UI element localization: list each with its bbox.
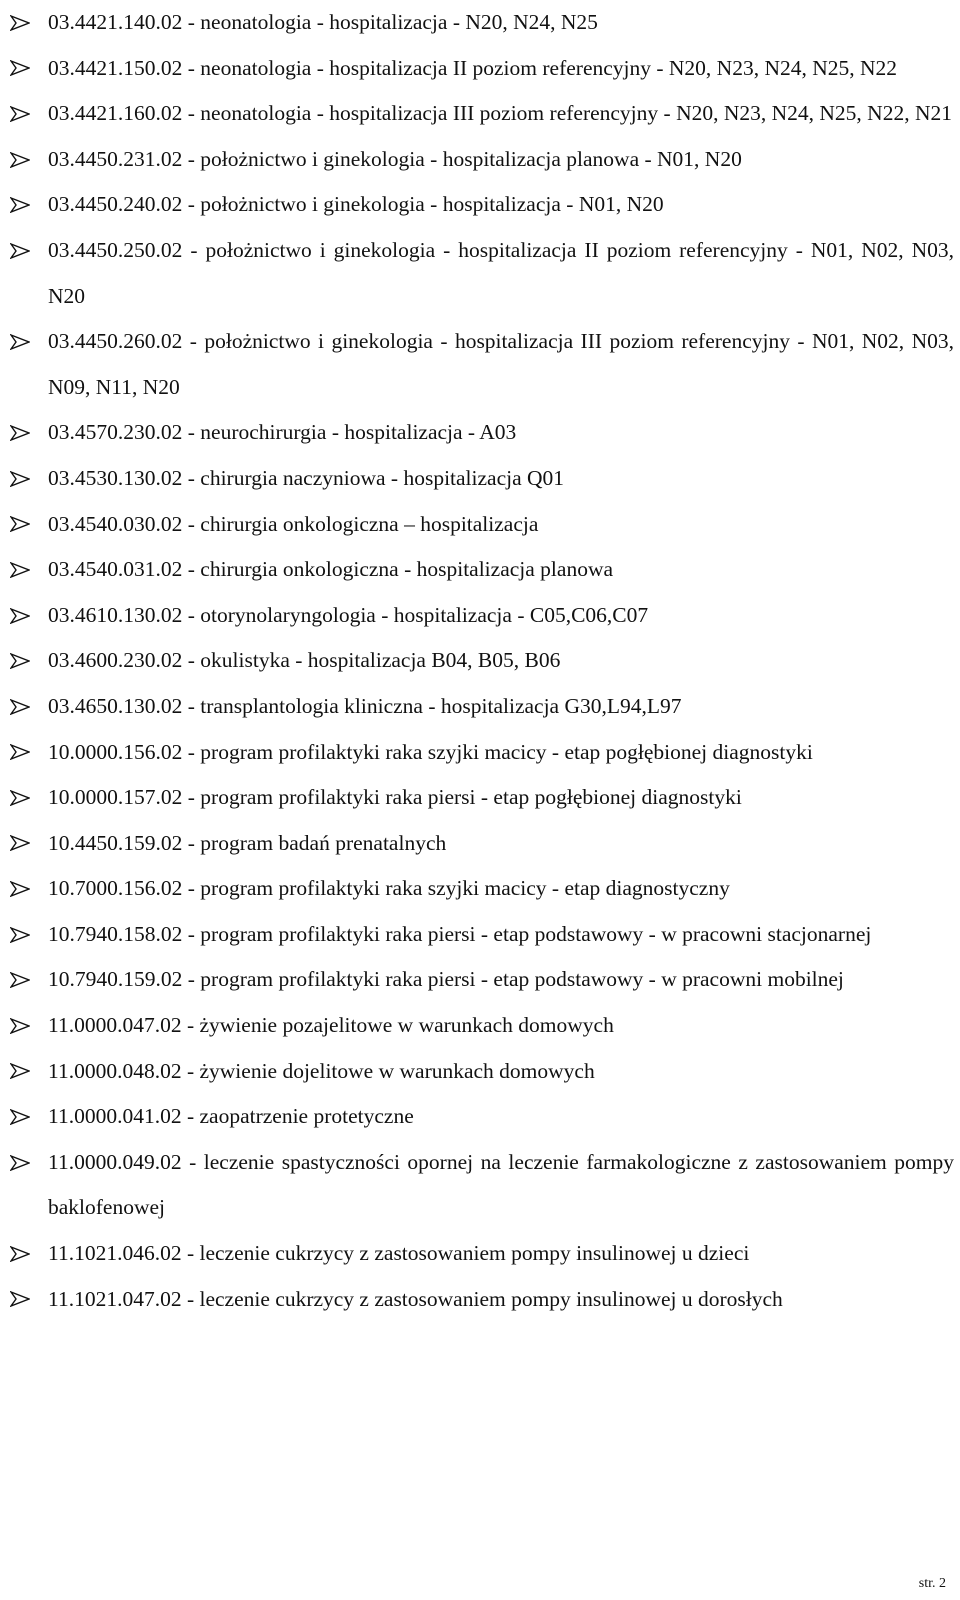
list-item: [10, 456, 954, 502]
list-item: [10, 91, 954, 137]
arrowhead-bullet-icon: [10, 456, 34, 502]
list-item-text: 03.4540.030.02 - chirurgia onkologiczna – hospitalizacja: [48, 511, 539, 536]
list-item: [10, 319, 954, 410]
list-item: [10, 0, 954, 46]
arrowhead-bullet-icon: [10, 1049, 34, 1095]
arrowhead-bullet-icon: [10, 319, 34, 365]
arrowhead-bullet-icon: [10, 410, 34, 456]
arrowhead-bullet-icon: [10, 46, 34, 92]
list-item-text: 10.7940.158.02 - program profilaktyki raka piersi - etap podstawowy - w pracowni stacjonarnej: [48, 921, 872, 946]
list-item: [10, 1094, 954, 1140]
list-item: [10, 228, 954, 319]
list-item-text: 10.4450.159.02 - program badań prenatalnych: [48, 830, 447, 855]
list-item: [10, 137, 954, 183]
list-item-text: 10.0000.156.02 - program profilaktyki raka szyjki macicy - etap pogłębionej diagnostyki: [48, 739, 813, 764]
list-item: [10, 410, 954, 456]
list-item-text: 03.4450.260.02 - położnictwo i ginekologia - hospitalizacja III poziom referencyjny - N01, N02, N03, N09, N11, N20: [48, 329, 954, 399]
arrowhead-bullet-icon: [10, 775, 34, 821]
list-item-text: 03.4421.150.02 - neonatologia - hospitalizacja II poziom referencyjny - N20, N23, N24, N25, N22: [48, 55, 898, 80]
arrowhead-bullet-icon: [10, 1094, 34, 1140]
list-item-text: 03.4540.031.02 - chirurgia onkologiczna - hospitalizacja planowa: [48, 557, 614, 582]
list-item-text: 10.7000.156.02 - program profilaktyki raka szyjki macicy - etap diagnostyczny: [48, 876, 730, 901]
list-item: [10, 1140, 954, 1231]
list-item-text: 10.0000.157.02 - program profilaktyki raka piersi - etap pogłębionej diagnostyki: [48, 785, 742, 810]
arrowhead-bullet-icon: [10, 593, 34, 639]
arrowhead-bullet-icon: [10, 821, 34, 867]
list-item: [10, 502, 954, 548]
list-item: [10, 821, 954, 867]
arrowhead-bullet-icon: [10, 638, 34, 684]
list-item-text: 03.4450.231.02 - położnictwo i ginekologia - hospitalizacja planowa - N01, N20: [48, 146, 742, 171]
arrowhead-bullet-icon: [10, 957, 34, 1003]
page-number: str. 2: [918, 1576, 946, 1591]
arrowhead-bullet-icon: [10, 182, 34, 228]
arrowhead-bullet-icon: [10, 547, 34, 593]
list-item-text: 11.0000.049.02 - leczenie spastyczności opornej na leczenie farmakologiczne z zastosowaniem pompy baklofenowej: [48, 1149, 954, 1220]
list-item-text: 11.1021.047.02 - leczenie cukrzycy z zastosowaniem pompy insulinowej u dorosłych: [48, 1286, 783, 1311]
arrowhead-bullet-icon: [10, 1140, 34, 1186]
procedure-code-list: [10, 0, 954, 1322]
list-item-text: 03.4610.130.02 - otorynolaryngologia - hospitalizacja - C05,C06,C07: [48, 602, 649, 627]
arrowhead-bullet-icon: [10, 91, 34, 137]
list-item-text: 10.7940.159.02 - program profilaktyki raka piersi - etap podstawowy - w pracowni mobilnej: [48, 967, 844, 992]
list-item: [10, 638, 954, 684]
list-item: [10, 182, 954, 228]
list-item-text: 03.4570.230.02 - neurochirurgia - hospitalizacja - A03: [48, 420, 517, 445]
list-item: [10, 684, 954, 730]
list-item-text: 11.0000.048.02 - żywienie dojelitowe w warunkach domowych: [48, 1058, 595, 1083]
list-item: [10, 1003, 954, 1049]
list-item-text: 03.4650.130.02 - transplantologia kliniczna - hospitalizacja G30,L94,L97: [48, 693, 682, 718]
list-item: [10, 46, 954, 92]
arrowhead-bullet-icon: [10, 228, 34, 274]
list-item-text: 11.1021.046.02 - leczenie cukrzycy z zastosowaniem pompy insulinowej u dzieci: [48, 1241, 750, 1266]
arrowhead-bullet-icon: [10, 0, 34, 46]
arrowhead-bullet-icon: [10, 912, 34, 958]
list-item: [10, 1049, 954, 1095]
list-item-text: 03.4600.230.02 - okulistyka - hospitalizacja B04, B05, B06: [48, 648, 561, 673]
list-item: [10, 866, 954, 912]
arrowhead-bullet-icon: [10, 502, 34, 548]
list-item-text: 11.0000.047.02 - żywienie pozajelitowe w warunkach domowych: [48, 1013, 614, 1038]
arrowhead-bullet-icon: [10, 1231, 34, 1277]
arrowhead-bullet-icon: [10, 684, 34, 730]
list-item: [10, 1231, 954, 1277]
list-item-text: 11.0000.041.02 - zaopatrzenie protetyczne: [48, 1104, 414, 1129]
list-item-text: 03.4421.140.02 - neonatologia - hospitalizacja - N20, N24, N25: [48, 10, 598, 34]
arrowhead-bullet-icon: [10, 1003, 34, 1049]
list-item: [10, 912, 954, 958]
list-item: [10, 593, 954, 639]
arrowhead-bullet-icon: [10, 730, 34, 776]
list-item-text: 03.4530.130.02 - chirurgia naczyniowa - hospitalizacja Q01: [48, 465, 565, 490]
list-item: [10, 775, 954, 821]
list-item-text: 03.4421.160.02 - neonatologia - hospitalizacja III poziom referencyjny - N20, N23, N24, N25, N22, N21: [48, 101, 952, 126]
list-item: [10, 1277, 954, 1323]
list-item: [10, 957, 954, 1003]
list-item: [10, 547, 954, 593]
arrowhead-bullet-icon: [10, 866, 34, 912]
list-item-text: 03.4450.240.02 - położnictwo i ginekologia - hospitalizacja - N01, N20: [48, 192, 664, 217]
arrowhead-bullet-icon: [10, 137, 34, 183]
arrowhead-bullet-icon: [10, 1277, 34, 1323]
list-item: [10, 730, 954, 776]
list-item-text: 03.4450.250.02 - położnictwo i ginekologia - hospitalizacja II poziom referencyjny - N01, N02, N03, N20: [48, 237, 954, 308]
